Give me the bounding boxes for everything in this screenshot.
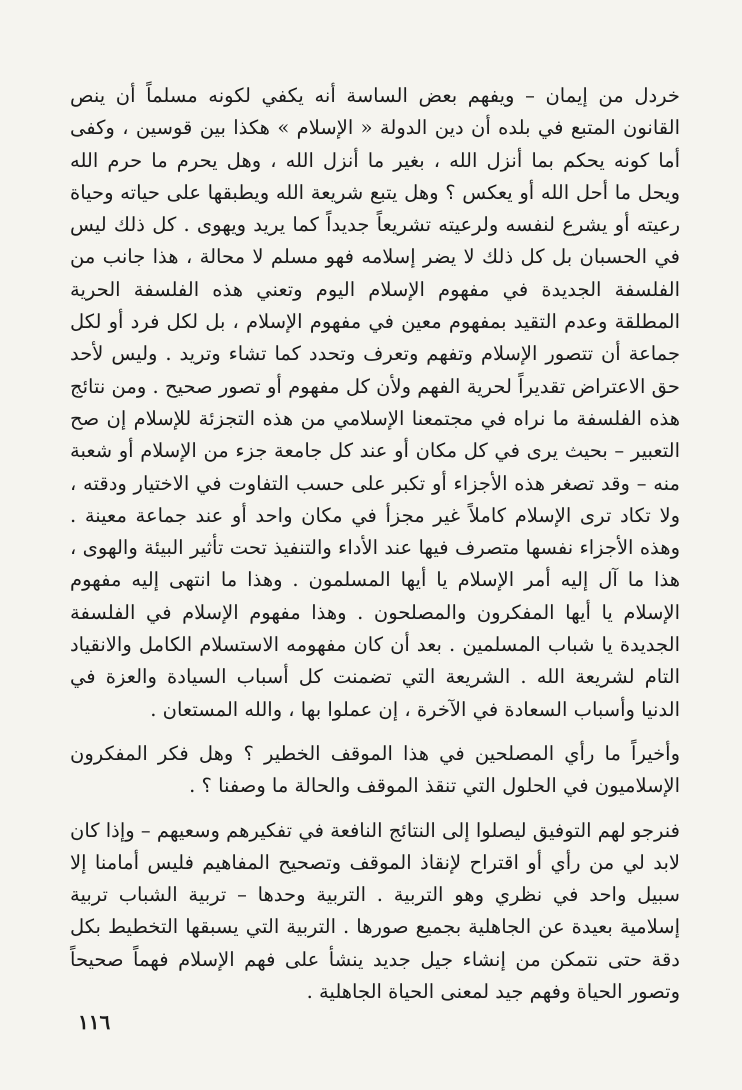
page-number: ١١٦ — [78, 1010, 111, 1034]
paragraph-3: فنرجو لهم التوفيق ليصلوا إلى النتائج النافعة في تفكيرهم وسعيهم – وإذا كان لابد لي من رأي أو اقتراح لإنقاذ الموقف وتصحيح المفاهيم فليس أمامنا إلا سبيل واحد في نظري وهو التربية . التربية وحدها – تربية الشباب تربية إسلامية بعيدة عن الجاهلية بجميع صورها . التربية التي يسبقها التخطيط بكل دقة حتى نتمكن من إنشاء جيل جديد ينشأ على فهم الإسلام فهماً صحيحاً وتصور الحياة وفهم جيد لمعنى الحياة الجاهلية . — [70, 818, 680, 1004]
paragraph-2: وأخيراً ما رأي المصلحين في هذا الموقف الخطير ؟ وهل فكر المفكرون الإسلاميون في الحلول التي تنقذ الموقف والحالة ما وصفنا ؟ . — [70, 741, 680, 798]
paragraph-1: خردل من إيمان – ويفهم بعض الساسة أنه يكفي لكونه مسلماً أن ينص القانون المتبع في بلده أن دين الدولة « الإسلام » هكذا بين قوسين ، وكفى أما كونه يحكم بما أنزل الله ، بغير ما أنزل الله ، وهل يحرم ما حرم الله ويحل ما أحل الله أو يعكس ؟ وهل يتبع شريعة الله ويطبقها على حياته وحياة رعيته أو يشرع لنفسه ولرعيته تشريعاً جديداً كما يريد ويهوى . كل ذلك ليس في الحسبان بل كل ذلك لا يضر إسلامه فهو مسلم لا محالة ، هذا جانب من الفلسفة الجديدة في مفهوم الإسلام اليوم وتعني هذه الفلسفة الحرية المطلقة وعدم التقيد بمفهوم معين في مفهوم الإسلام ، بل لكل فرد أو لكل جماعة أن تتصور الإسلام وتفهم وتعرف وتحدد كما تشاء وتريد . وليس لأحد حق الاعتراض تقديراً لحرية الفهم ولأن كل مفهوم أو تصور صحيح . ومن نتائج هذه الفلسفة ما نراه في مجتمعنا الإسلامي من هذه التجزئة للإسلام إن صح التعبير – بحيث يرى في كل مكان أو عند كل جامعة جزء من الإسلام أو شعبة منه – وقد تصغر هذه الأجزاء أو تكبر على حسب التفاوت في الاختيار ودقته ، ولا تكاد ترى الإسلام كاملاً غير مجزأ في مكان واحد أو عند جماعة معينة . وهذه الأجزاء نفسها متصرف فيها عند الأداء والتنفيذ تحت تأثير البيئة والهوى ، هذا ما آل إليه أمر الإسلام يا أيها المسلمون . وهذا ما انتهى إليه مفهوم الإسلام يا أيها المفكرون والمصلحون . وهذا مفهوم الإسلام في الفلسفة الجديدة يا شباب المسلمين . بعد أن كان مفهومه الاستسلام الكامل والانقياد التام لشريعة الله . الشريعة التي تضمنت كل أسباب السيادة والعزة في الدنيا وأسباب السعادة في الآخرة ، إن عملوا بها ، والله المستعان . — [70, 84, 680, 721]
page-body — [70, 80, 680, 1070]
